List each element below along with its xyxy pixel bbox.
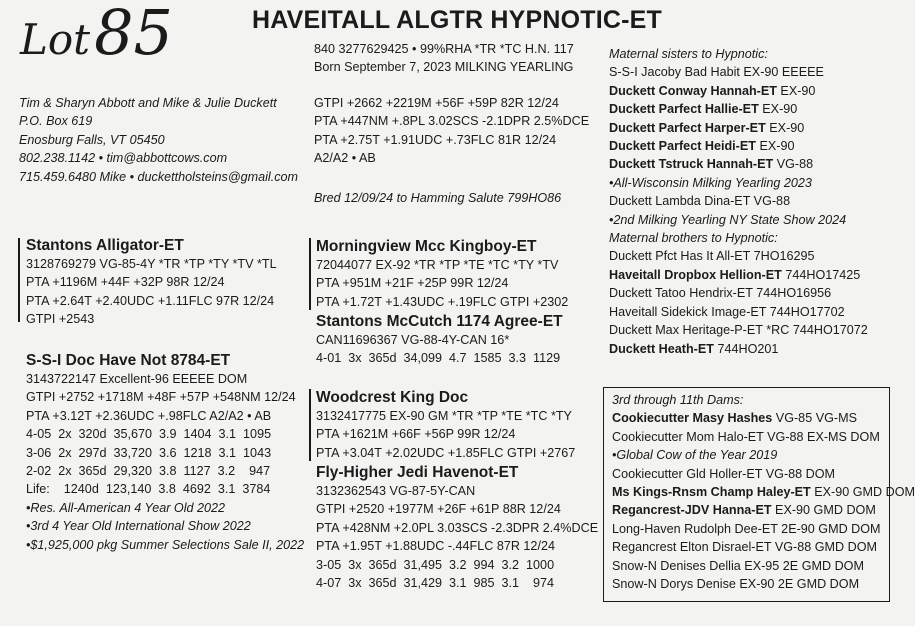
sire-sire-line: PTA +951M +21F +25P 99R 12/24 xyxy=(316,276,509,291)
brother-row xyxy=(609,247,868,265)
dam-row-name: Regancrest-JDV Hanna-ET xyxy=(612,503,772,518)
sire-dam-block xyxy=(316,312,563,368)
sister-row-name: Duckett Parfect Heidi-ET xyxy=(609,139,756,154)
animal-info xyxy=(314,40,574,77)
sister-row-score: VG-88 xyxy=(750,194,791,209)
dam-row xyxy=(612,557,915,575)
dam-record: 4-05 2x 320d 35,670 3.9 1404 3.1 1095 xyxy=(26,427,272,442)
dam-line: PTA +3.12T +2.36UDC +.98FLC A2/A2 • AB xyxy=(26,408,272,423)
dam-dam-block xyxy=(316,463,598,592)
dam-dam-line: GTPI +2520 +1977M +26F +61P 88R 12/24 xyxy=(316,502,561,517)
brother-row-score: 744HO17702 xyxy=(766,304,845,319)
genomic-line: PTA +447NM +.8PL 3.02SCS -2.1DPR 2.5%DCE xyxy=(314,114,590,129)
brother-row-name: Haveitall Dropbox Hellion-ET xyxy=(609,267,782,282)
owner-line: 802.238.1142 • tim@abbottcows.com xyxy=(19,151,228,166)
dam-record: 3-06 2x 297d 33,720 3.6 1218 3.1 1043 xyxy=(26,445,272,460)
sister-row-score: EX-90 xyxy=(755,139,795,154)
dam-row-score: EX-95 2E GMD DOM xyxy=(740,558,864,573)
dam-row xyxy=(612,538,915,556)
sister-row-name: •All-Wisconsin Milking Yearling 2023 xyxy=(609,175,812,190)
sister-row xyxy=(609,119,868,137)
dam-row-score: VG-88 GMD DOM xyxy=(771,540,878,555)
brother-row xyxy=(609,303,868,321)
dam-honor: •$1,925,000 pkg Summer Selections Sale II, 2022 xyxy=(26,537,305,552)
dam-sire-line: PTA +3.04T +2.02UDC +1.85FLC GTPI +2767 xyxy=(316,445,576,460)
dam-row-name: Ms Kings-Rnsm Champ Haley-ET xyxy=(612,485,811,500)
sire-dam-line: CAN11696367 VG-88-4Y-CAN 16* xyxy=(316,333,510,347)
sister-row-score: EX-90 EEEEE xyxy=(739,65,824,80)
brother-row-score: 744HO16956 xyxy=(752,286,832,301)
brother-row-score: 744HO201 xyxy=(713,341,779,356)
sire-dam-name: Stantons McCutch 1174 Agree-ET xyxy=(316,313,563,330)
brother-row xyxy=(609,266,868,284)
owner-line: Tim & Sharyn Abbott and Mike & Julie Duckett xyxy=(19,96,277,110)
sister-row xyxy=(609,82,868,100)
siblings-list xyxy=(609,45,868,358)
dam-record: 2-02 2x 365d 29,320 3.8 1127 3.2 947 xyxy=(26,464,271,479)
dam-row xyxy=(612,575,915,593)
dam-dam-name: Fly-Higher Jedi Havenot-ET xyxy=(316,464,519,481)
brother-row-score: 7HO16295 xyxy=(750,249,815,264)
dam-sire-line: PTA +1621M +66F +56P 99R 12/24 xyxy=(316,427,516,442)
dam-row-score: VG-88 EX-MS DOM xyxy=(763,429,880,444)
sister-row xyxy=(609,137,868,155)
sisters-heading: Maternal sisters to Hypnotic: xyxy=(609,47,768,61)
dam-row-name: Snow-N Dorys Denise xyxy=(612,577,736,592)
dam-row-score: 2E-90 GMD DOM xyxy=(777,521,881,536)
brother-row-name: Duckett Pfct Has It All-ET xyxy=(609,249,751,264)
genomic-line: A2/A2 • AB xyxy=(314,151,376,166)
dam-dam-line: PTA +1.95T +1.88UDC -.44FLC 87R 12/24 xyxy=(316,539,555,554)
genomic-line: GTPI +2662 +2219M +56F +59P 82R 12/24 xyxy=(314,96,559,110)
brother-row-score: *RC 744HO17072 xyxy=(762,323,868,338)
sister-row xyxy=(609,155,868,173)
sister-row-name: S-S-I Jacoby Bad Habit xyxy=(609,65,740,80)
lot-digits: 85 xyxy=(94,0,173,69)
pedigree-bracket xyxy=(18,238,20,322)
dam-honor: •Res. All-American 4 Year Old 2022 xyxy=(26,500,226,515)
dam-line: GTPI +2752 +1718M +48F +57P +548NM 12/24 xyxy=(26,390,296,405)
genomic-line: PTA +2.75T +1.91UDC +.73FLC 81R 12/24 xyxy=(314,132,557,147)
lot-word: Lot xyxy=(20,15,91,64)
dam-dam-record: 4-07 3x 365d 31,429 3.1 985 3.1 974 xyxy=(316,576,555,591)
brothers-heading: Maternal brothers to Hypnotic: xyxy=(609,231,778,246)
dams-heading: 3rd through 11th Dams: xyxy=(612,393,744,407)
dam-row-score: VG-85 VG-MS xyxy=(772,411,857,426)
sister-row-name: Duckett Parfect Hallie-ET xyxy=(609,102,759,117)
dam-block xyxy=(26,351,304,554)
dam-line: 3143722147 Excellent-96 EEEEE DOM xyxy=(26,372,248,386)
sire-block xyxy=(26,236,277,329)
sire-sire-name: Morningview Mcc Kingboy-ET xyxy=(316,238,537,255)
dam-row xyxy=(612,465,915,483)
birth-line: Born September 7, 2023 MILKING YEARLING xyxy=(314,60,574,75)
sire-dam-record: 4-01 3x 365d 34,099 4.7 1585 3.3 1129 xyxy=(316,351,561,366)
dam-row xyxy=(612,428,915,446)
registration-line: 840 3277629425 • 99%RHA *TR *TC H.N. 117 xyxy=(314,42,574,56)
dam-honor: •3rd 4 Year Old International Show 2022 xyxy=(26,519,251,534)
sister-row-score: EX-90 xyxy=(758,102,798,117)
sister-row-score: EX-90 xyxy=(765,120,805,135)
brother-row-name: Duckett Max Heritage-P-ET xyxy=(609,323,763,338)
pedigree-bracket xyxy=(309,389,311,461)
dam-dam-record: 3-05 3x 365d 31,495 3.2 994 3.2 1000 xyxy=(316,557,555,572)
dam-name: S-S-I Doc Have Not 8784-ET xyxy=(26,352,231,369)
brother-row xyxy=(609,284,868,302)
sister-row-name: Duckett Lambda Dina-ET xyxy=(609,194,751,209)
dam-row xyxy=(612,501,915,519)
sire-name: Stantons Alligator-ET xyxy=(26,237,184,254)
sire-sire-line: 72044077 EX-92 *TR *TP *TE *TC *TY *TV xyxy=(316,258,559,272)
animal-title: HAVEITALL ALGTR HYPNOTIC-ET xyxy=(252,6,663,34)
dam-sire-line: 3132417775 EX-90 GM *TR *TP *TE *TC *TY xyxy=(316,409,572,423)
dam-row-name: Cookiecutter Mom Halo-ET xyxy=(612,429,764,444)
owner-line: P.O. Box 619 xyxy=(19,114,93,129)
sister-row xyxy=(609,100,868,118)
owner-info xyxy=(19,94,298,186)
animal-genomics xyxy=(314,94,589,168)
pedigree-bracket xyxy=(309,238,311,310)
sire-line: PTA +1196M +44F +32P 98R 12/24 xyxy=(26,275,225,290)
brother-row-name: Haveitall Sidekick Image-ET xyxy=(609,304,767,319)
sister-row xyxy=(609,174,868,192)
sister-row xyxy=(609,192,868,210)
dam-dam-line: 3132362543 VG-87-5Y-CAN xyxy=(316,484,476,498)
sister-row-name: Duckett Conway Hannah-ET xyxy=(609,83,777,98)
sister-row-score: VG-88 xyxy=(773,157,814,172)
dam-row-name: •Global Cow of the Year 2019 xyxy=(612,448,778,463)
brother-row-score: 744HO17425 xyxy=(781,267,861,282)
dam-sire-name: Woodcrest King Doc xyxy=(316,389,469,406)
sister-row xyxy=(609,63,868,81)
brother-row xyxy=(609,340,868,358)
dam-row-score: VG-88 DOM xyxy=(762,466,836,481)
dam-sire-block xyxy=(316,388,575,462)
sister-row-name: Duckett Parfect Harper-ET xyxy=(609,120,766,135)
dam-row-score: EX-90 2E GMD DOM xyxy=(735,577,860,592)
dam-row-name: Cookiecutter Masy Hashes xyxy=(612,411,773,426)
sister-row xyxy=(609,211,868,229)
lot-number xyxy=(20,0,173,69)
sister-row-name: Duckett Tstruck Hannah-ET xyxy=(609,157,774,172)
sire-line: PTA +2.64T +2.40UDC +1.11FLC 97R 12/24 xyxy=(26,293,275,308)
bred-info: Bred 12/09/24 to Hamming Salute 799HO86 xyxy=(314,191,562,205)
dams-list xyxy=(612,391,915,593)
sire-line: GTPI +2543 xyxy=(26,312,95,327)
sister-row-name: •2nd Milking Yearling NY State Show 2024 xyxy=(609,212,847,227)
dam-dam-line: PTA +428NM +2.0PL 3.03SCS -2.3DPR 2.4%DCE xyxy=(316,520,599,535)
owner-line: 715.459.6480 Mike • duckettholsteins@gmail.com xyxy=(19,169,299,184)
brother-row-name: Duckett Tatoo Hendrix-ET xyxy=(609,286,753,301)
dam-row-name: Cookiecutter Gld Holler-ET xyxy=(612,466,763,481)
dam-row-score: EX-90 GMD DOM xyxy=(810,485,915,500)
dam-row xyxy=(612,483,915,501)
dam-record: Life: 1240d 123,140 3.8 4692 3.1 3784 xyxy=(26,482,271,497)
sire-sire-line: PTA +1.72T +1.43UDC +.19FLC GTPI +2302 xyxy=(316,294,569,309)
dam-row-score: EX-90 GMD DOM xyxy=(771,503,876,518)
dam-row xyxy=(612,446,915,464)
sire-sire-block xyxy=(316,237,568,311)
dam-row-name: Snow-N Denises Dellia xyxy=(612,558,741,573)
brother-row-name: Duckett Heath-ET xyxy=(609,341,714,356)
dam-row xyxy=(612,409,915,427)
sister-row-score: EX-90 xyxy=(776,83,816,98)
dam-row-name: Regancrest Elton Disrael-ET xyxy=(612,540,772,555)
owner-line: Enosburg Falls, VT 05450 xyxy=(19,132,165,147)
dam-row xyxy=(612,520,915,538)
brother-row xyxy=(609,321,868,339)
dam-row-name: Long-Haven Rudolph Dee-ET xyxy=(612,521,778,536)
sire-line: 3128769279 VG-85-4Y *TR *TP *TY *TV *TL xyxy=(26,257,277,271)
